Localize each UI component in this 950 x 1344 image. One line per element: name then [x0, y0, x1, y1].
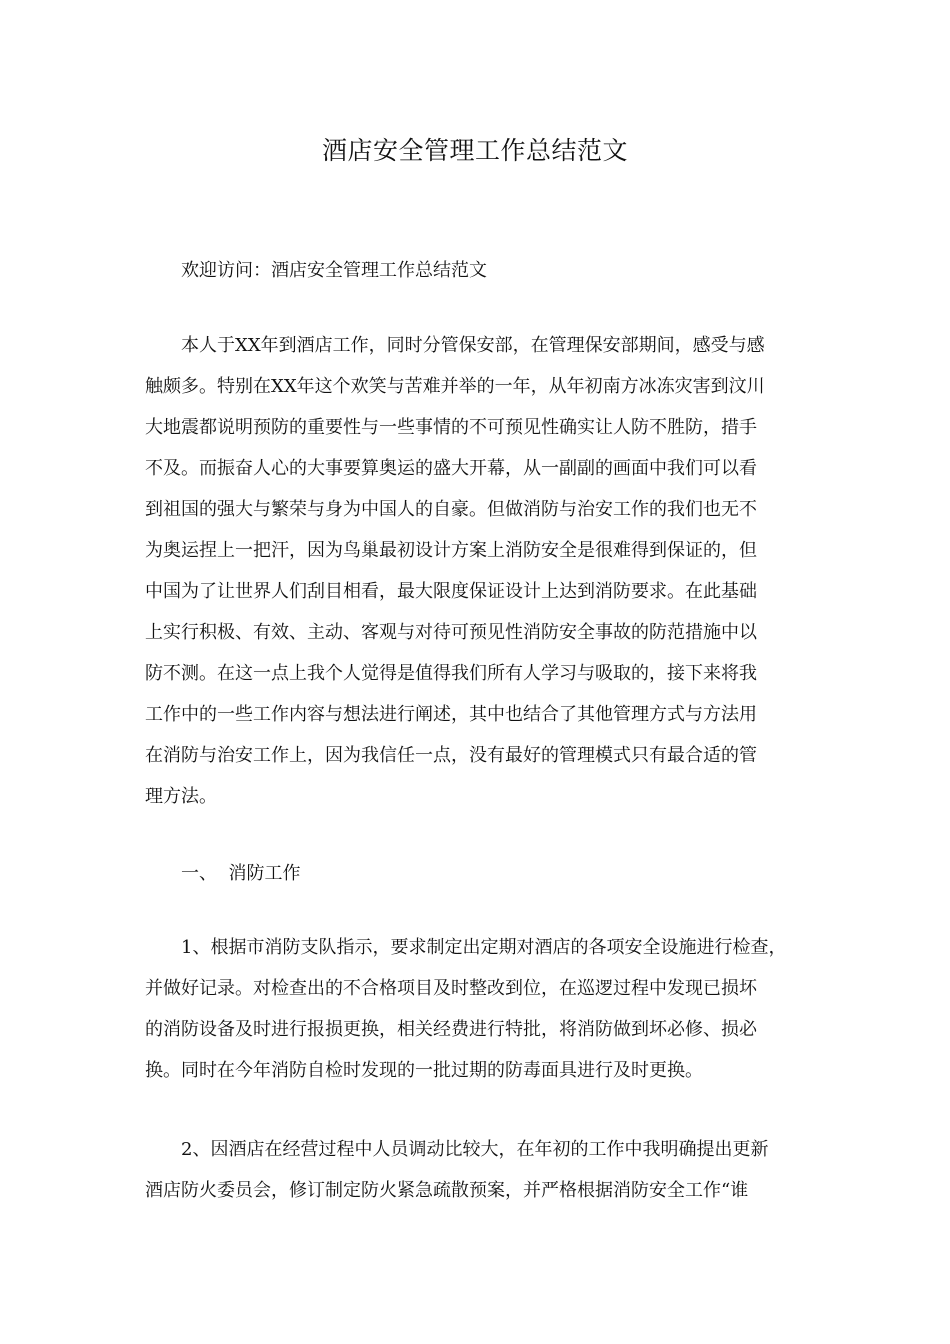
paragraph-line: 酒店防火委员会，修订制定防火紧急疏散预案，并严格根据消防安全工作“谁: [145, 1180, 749, 1201]
item-1-paragraph: [145, 927, 825, 1091]
welcome-line: 欢迎访问：酒店安全管理工作总结范文: [181, 260, 487, 281]
item-2-paragraph: [145, 1129, 825, 1211]
paragraph-line: 大地震都说明预防的重要性与一些事情的不可预见性确实让人防不胜防，措手: [145, 417, 757, 438]
paragraph-line: 到祖国的强大与繁荣与身为中国人的自豪。但做消防与治安工作的我们也无不: [145, 499, 757, 520]
section-heading: 一、 消防工作: [181, 863, 301, 884]
paragraph-line: 不及。而振奋人心的大事要算奥运的盛大开幕，从一副副的画面中我们可以看: [145, 458, 757, 479]
paragraph-line: 的消防设备及时进行报损更换，相关经费进行特批，将消防做到坏必修、损必: [145, 1019, 757, 1040]
paragraph-line: 在消防与治安工作上，因为我信任一点，没有最好的管理模式只有最合适的管: [145, 745, 757, 766]
intro-paragraph: [145, 325, 825, 817]
paragraph-line: 为奥运捏上一把汗，因为鸟巢最初设计方案上消防安全是很难得到保证的，但: [145, 540, 757, 561]
paragraph-line: 并做好记录。对检查出的不合格项目及时整改到位，在巡逻过程中发现已损坏: [145, 978, 757, 999]
paragraph-line: 1、根据市消防支队指示，要求制定出定期对酒店的各项安全设施进行检查，: [181, 937, 787, 958]
paragraph-line: 防不测。在这一点上我个人觉得是值得我们所有人学习与吸取的，接下来将我: [145, 663, 757, 684]
paragraph-line: 触颇多。特别在XX年这个欢笑与苦难并举的一年，从年初南方冰冻灾害到汶川: [145, 376, 765, 397]
document-title: 酒店安全管理工作总结范文: [321, 136, 628, 165]
paragraph-line: 中国为了让世界人们刮目相看，最大限度保证设计上达到消防要求。在此基础: [145, 581, 757, 602]
paragraph-line: 工作中的一些工作内容与想法进行阐述，其中也结合了其他管理方式与方法用: [145, 704, 757, 725]
paragraph-line: 上实行积极、有效、主动、客观与对待可预见性消防安全事故的防范措施中以: [145, 622, 757, 643]
paragraph-line: 换。同时在今年消防自检时发现的一批过期的防毒面具进行及时更换。: [145, 1060, 703, 1081]
paragraph-line: 理方法。: [145, 786, 217, 807]
paragraph-line: 2、因酒店在经营过程中人员调动比较大，在年初的工作中我明确提出更新: [181, 1139, 769, 1160]
paragraph-line: 本人于XX年到酒店工作，同时分管保安部，在管理保安部期间，感受与感: [181, 335, 765, 356]
